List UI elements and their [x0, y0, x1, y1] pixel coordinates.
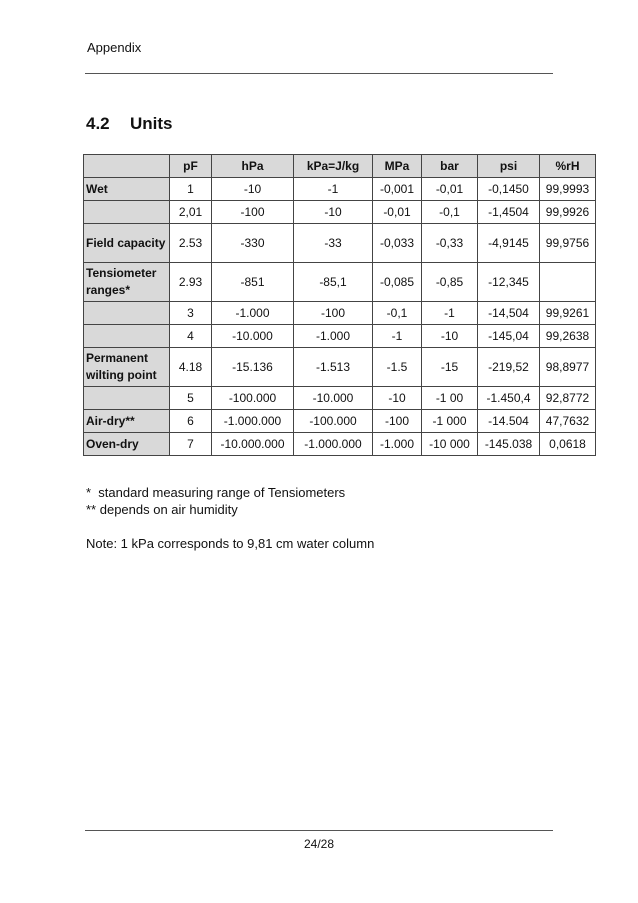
page-header-title: Appendix	[87, 40, 142, 55]
column-header: bar	[422, 155, 478, 178]
table-cell: -14.504	[478, 410, 540, 433]
column-header: kPa=J/kg	[294, 155, 373, 178]
table-row	[84, 201, 596, 224]
table-cell: -10	[294, 201, 373, 224]
row-label: Tensiometer ranges*	[84, 263, 170, 302]
table-cell: -0,01	[422, 178, 478, 201]
table-cell: -100	[373, 410, 422, 433]
table-row	[84, 433, 596, 456]
table-cell: -100.000	[212, 387, 294, 410]
row-label	[84, 325, 170, 348]
footnote-air-humidity: ** depends on air humidity	[86, 502, 238, 517]
row-label	[84, 302, 170, 325]
footnote-tensiometer: * standard measuring range of Tensiometers	[86, 485, 346, 500]
table-cell: -0,85	[422, 263, 478, 302]
row-label: Permanent wilting point	[84, 348, 170, 387]
table-cell: -1.000.000	[294, 433, 373, 456]
table-cell: -219,52	[478, 348, 540, 387]
table-cell: -33	[294, 224, 373, 263]
section-heading	[86, 114, 173, 134]
section-title: Units	[130, 114, 173, 133]
table-header-row	[84, 155, 596, 178]
table-cell: -1	[422, 302, 478, 325]
table-cell: -15	[422, 348, 478, 387]
row-label: Field capacity	[84, 224, 170, 263]
table-cell: -85,1	[294, 263, 373, 302]
table-cell: -15.136	[212, 348, 294, 387]
column-header: psi	[478, 155, 540, 178]
table-cell: -0,01	[373, 201, 422, 224]
table-cell: -10.000.000	[212, 433, 294, 456]
table-cell: -14,504	[478, 302, 540, 325]
table-cell: 99,9261	[540, 302, 596, 325]
table-cell: -10	[373, 387, 422, 410]
row-label: Wet	[84, 178, 170, 201]
table-cell: -0,001	[373, 178, 422, 201]
table-cell: -100	[294, 302, 373, 325]
table-cell: 4	[170, 325, 212, 348]
table-cell: -145,04	[478, 325, 540, 348]
table-cell: 3	[170, 302, 212, 325]
table-cell: -100	[212, 201, 294, 224]
table-cell: -1 00	[422, 387, 478, 410]
table-cell: -1	[373, 325, 422, 348]
table-cell: -0,1	[422, 201, 478, 224]
column-header: hPa	[212, 155, 294, 178]
table-row	[84, 410, 596, 433]
page-number: 24/28	[303, 837, 335, 851]
table-cell	[540, 263, 596, 302]
table-cell: -10.000	[294, 387, 373, 410]
table-cell: -0,085	[373, 263, 422, 302]
table-cell: 99,9756	[540, 224, 596, 263]
table-cell: -10.000	[212, 325, 294, 348]
table-cell: 0,0618	[540, 433, 596, 456]
table-cell: 4.18	[170, 348, 212, 387]
table-cell: 99,9926	[540, 201, 596, 224]
table-row	[84, 387, 596, 410]
table-cell: 99,2638	[540, 325, 596, 348]
table-cell: 98,8977	[540, 348, 596, 387]
table-cell: -1.450,4	[478, 387, 540, 410]
table-cell: -1.000	[294, 325, 373, 348]
table-cell: -0,033	[373, 224, 422, 263]
table-cell: -100.000	[294, 410, 373, 433]
table-cell: -330	[212, 224, 294, 263]
table-cell: -1.513	[294, 348, 373, 387]
column-header-blank	[84, 155, 170, 178]
row-label: Air-dry**	[84, 410, 170, 433]
table-cell: -10	[422, 325, 478, 348]
table-cell: 7	[170, 433, 212, 456]
table-cell: -0,33	[422, 224, 478, 263]
table-cell: 92,8772	[540, 387, 596, 410]
table-row	[84, 302, 596, 325]
table-cell: -1.000.000	[212, 410, 294, 433]
table-cell: -851	[212, 263, 294, 302]
table-row	[84, 348, 596, 387]
units-conversion-table	[83, 154, 596, 456]
notes-block	[86, 484, 374, 552]
table-cell: -4,9145	[478, 224, 540, 263]
table-cell: 6	[170, 410, 212, 433]
table-cell: -145.038	[478, 433, 540, 456]
footer-divider	[85, 830, 553, 831]
table-cell: 2.53	[170, 224, 212, 263]
table-cell: -1	[294, 178, 373, 201]
table-row	[84, 325, 596, 348]
table-cell: -1 000	[422, 410, 478, 433]
table-cell: -0,1	[373, 302, 422, 325]
row-label	[84, 201, 170, 224]
table-row	[84, 263, 596, 302]
table-cell: 47,7632	[540, 410, 596, 433]
column-header: MPa	[373, 155, 422, 178]
table-cell: -1.5	[373, 348, 422, 387]
table-cell: 2.93	[170, 263, 212, 302]
table-cell: -10	[212, 178, 294, 201]
table-cell: -10 000	[422, 433, 478, 456]
table-cell: 5	[170, 387, 212, 410]
table-cell: -1.000	[212, 302, 294, 325]
table-cell: 2,01	[170, 201, 212, 224]
table-cell: -0,1450	[478, 178, 540, 201]
table-cell: -12,345	[478, 263, 540, 302]
row-label: Oven-dry	[84, 433, 170, 456]
row-label	[84, 387, 170, 410]
table-row	[84, 224, 596, 263]
header-divider	[85, 73, 553, 74]
table-row	[84, 178, 596, 201]
column-header: %rH	[540, 155, 596, 178]
table-cell: -1,4504	[478, 201, 540, 224]
table-cell: 99,9993	[540, 178, 596, 201]
conversion-note: Note: 1 kPa corresponds to 9,81 cm water column	[86, 536, 375, 551]
table-cell: -1.000	[373, 433, 422, 456]
column-header: pF	[170, 155, 212, 178]
section-number: 4.2	[86, 114, 110, 133]
table-cell: 1	[170, 178, 212, 201]
